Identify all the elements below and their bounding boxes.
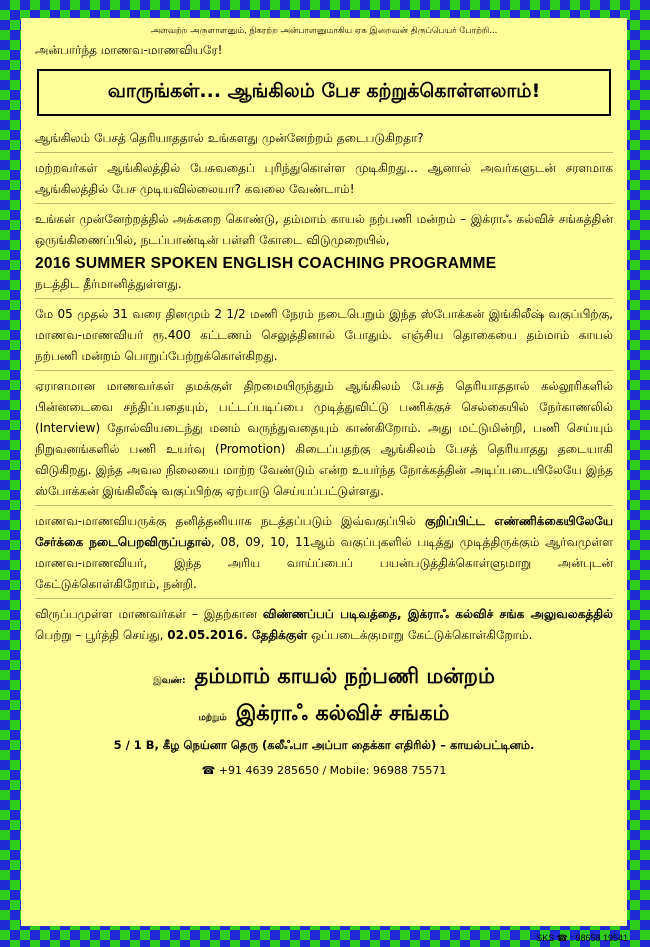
paragraph-3 (35, 209, 613, 299)
organizer-1-prefix: இவண்: (153, 676, 186, 686)
programme-title: 2016 SUMMER SPOKEN ENGLISH COACHING PROGRAMME (35, 255, 497, 272)
organizer-1-name: தம்மாம் காயல் நற்பணி மன்றம் (194, 664, 495, 688)
designer-credit: SKS ☎ : 98658 19541 (536, 933, 628, 943)
paragraph-7-bold-1: விண்ணப்பப் படிவத்தை, இக்ராஃ கல்விச் சங்க அலுவலகத்தில் (262, 607, 613, 621)
paragraph-6-bold: குறிப்பிட்ட எண்ணிக்கையிலேயே சேர்க்கை நடைபெறவிருப்பதால் (35, 514, 613, 549)
headline: வாருங்கள்... ஆங்கிலம் பேச கற்றுக்கொள்ளலாம்! (37, 69, 611, 116)
organizer-2 (35, 701, 613, 728)
salutation: அன்பார்ந்த மாணவ-மாணவியரே! (35, 43, 223, 57)
paragraph-6-b: , 08, 09, 10, 11ஆம் வகுப்புகளில் படித்து முடித்திருக்கும் ஆர்வமுள்ள மாணவ-மாணவியர், இந்த அரிய வாய்ப்பைப் பயன்படுத்திக்கொள்ளுமாறு அன்புடன் கேட்டுக்கொள்கிறோம், நன்றி. (35, 535, 613, 591)
paragraph-7-c: ஒப்படைக்குமாறு கேட்டுக்கொள்கிறோம். (307, 628, 533, 642)
poster (21, 18, 627, 926)
paragraph-7-bold-2: 02.05.2016. தேதிக்குள் (167, 628, 308, 642)
paragraph-6-a: மாணவ-மாணவியருக்கு தனித்தனியாக நடத்தப்படும் இவ்வகுப்பில் (35, 514, 425, 528)
telephone-icon: ☎ (201, 764, 216, 777)
phone-line (35, 764, 613, 777)
phone-numbers: +91 4639 285650 / Mobile: 96988 75571 (218, 764, 447, 777)
paragraph-6 (35, 511, 613, 599)
organizer-2-prefix: மற்றும் (198, 713, 227, 723)
signature-block (35, 664, 613, 777)
paragraph-7-a: விருப்பமுள்ள மாணவர்கள் – இதற்கான (35, 607, 263, 621)
paragraph-7-b: பெற்று – பூர்த்தி செய்து, (35, 628, 168, 642)
organizer-1 (35, 664, 613, 691)
paragraph-3-text: உங்கள் முன்னேற்றத்தில் அக்கறை கொண்டு, தம்மாம் காயல் நற்பணி மன்றம் – இக்ராஃ கல்விச் சங்கத்தின் ஒருங்கிணைப்பில், நடப்பாண்டின் பள்ளி கோடை விடுமுறையில், (35, 212, 613, 247)
paragraph-2: மற்றவர்கள் ஆங்கிலத்தில் பேசுவதைப் புரிந்துகொள்ள முடிகிறது... ஆனால் அவர்களுடன் சரளமாக ஆங்கிலத்தில் பேச முடியவில்லையா? கவலை வேண்டாம்! (35, 158, 613, 204)
paragraph-1: ஆங்கிலம் பேசத் தெரியாததால் உங்களது முன்னேற்றம் தடைபடுகிறதா? (35, 128, 613, 153)
organizer-2-name: இக்ராஃ கல்விச் சங்கம் (235, 701, 450, 725)
invocation-line: அளவற்ற அருளாளனும், நிகரற்ற அன்பாளனுமாகிய ஏக இறைவன் திருப்பெயர் போற்றி... (150, 26, 498, 36)
paragraph-3-end: நடத்திட தீர்மானித்துள்ளது. (35, 277, 182, 291)
address: 5 / 1 B, கீழ நெய்னா தெரு (கலீஃபா அப்பா தைக்கா எதிரில்) – காயல்பட்டினம். (113, 738, 535, 752)
paragraph-5: ஏராளமான மாணவர்கள் தமக்குள் திறமையிருந்தும் ஆங்கிலம் பேசத் தெரியாததால் கல்லூரிகளில் பின்னடைவை சந்திப்பதையும், பட்டப்படிப்பை முடித்துவிட்டு பணிக்குச் செல்கையில் நேர்காணலில் (Interview) தோல்வியடைந்து மனம் வருந்துவதையும் காண்கிறோம். அது மட்டுமின்றி, பணி செய்யும் நிறுவனங்களில் பணி உயர்வு (Promotion) கிடைப்பதற்கு ஆங்கிலம் பேசத் தெரியாதது தடையாகி விடுகிறது. இந்த அவல நிலையை மாற்ற வேண்டும் என்ற உயர்ந்த நோக்கத்தின் அடிப்படையிலேயே இந்த ஸ்போக்கன் இங்கிலீஷ் வகுப்பிற்கு ஏற்பாடு செய்யப்பட்டுள்ளது. (35, 376, 613, 506)
paragraph-7 (35, 604, 613, 646)
paragraph-4: மே 05 முதல் 31 வரை தினமும் 2 1/2 மணி நேரம் நடைபெறும் இந்த ஸ்போக்கன் இங்கிலீஷ் வகுப்பிற்கு, மாணவ-மாணவியர் ரூ.400 கட்டணம் செலுத்தினால் போதும். எஞ்சிய தொகையை தம்மாம் காயல் நற்பணி மன்றம் பொறுப்பேற்றுக்கொள்கிறது. (35, 304, 613, 371)
